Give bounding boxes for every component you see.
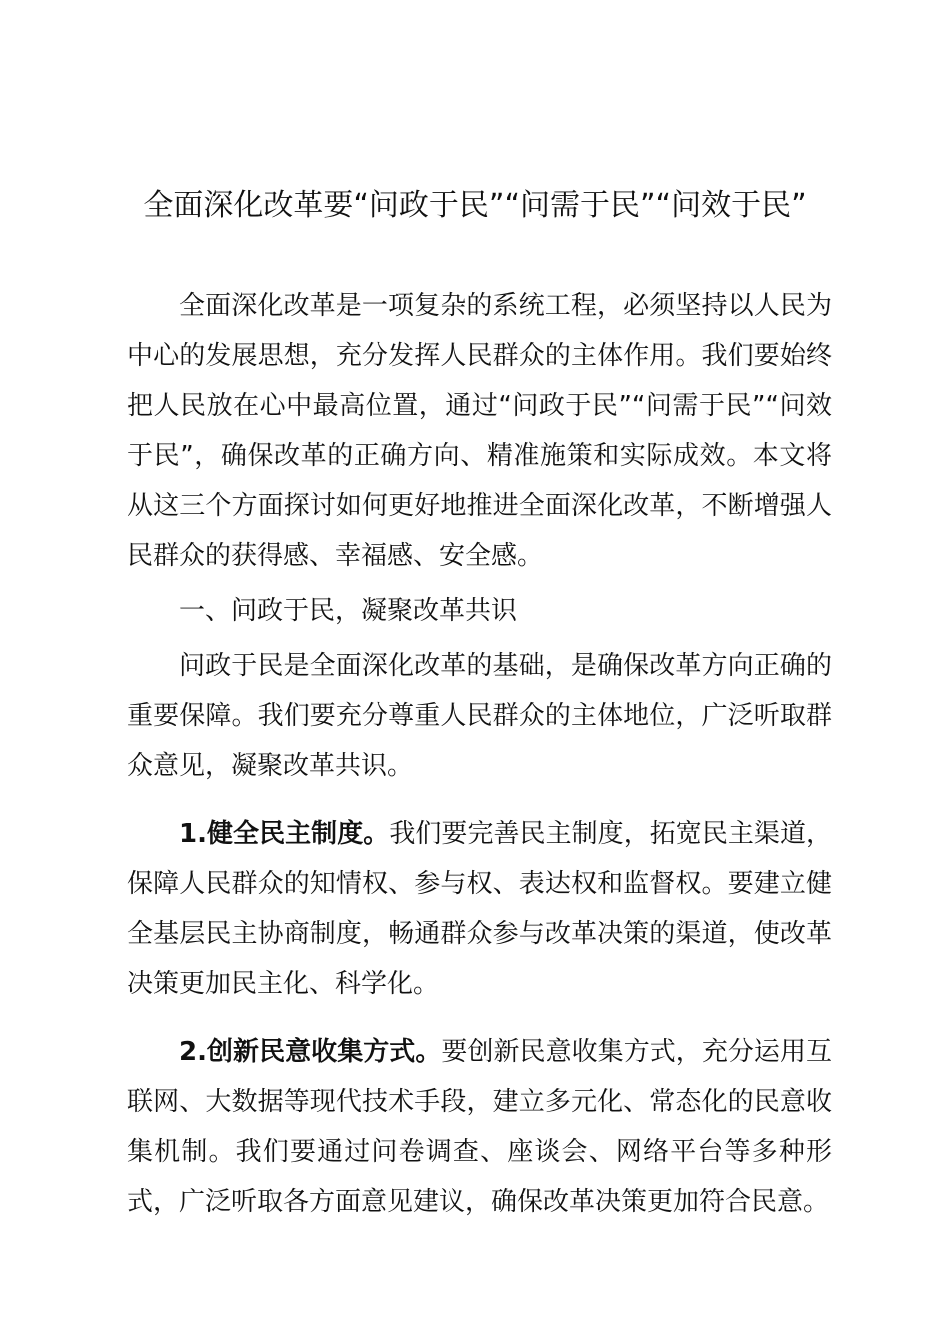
intro-paragraph: 全面深化改革是一项复杂的系统工程，必须坚持以人民为中心的发展思想，充分发挥人民群众的主体作用。我们要始终把人民放在心中最高位置，通过“问政于民”“问需于民”“问效于民”，确保改革的正确方向、精准施策和实际成效。本文将从这三个方面探讨如何更好地推进全面深化改革，不断增强人民群众的获得感、幸福感、安全感。 bbox=[127, 291, 832, 571]
point-title-2: 2.创新民意收集方式。 bbox=[179, 1037, 442, 1067]
point-body-2: 要创新民意收集方式，充分运用互联网、大数据等现代技术手段，建立多元化、常态化的民意收集机制。我们要通过问卷调查、座谈会、网络平台等多种形式，广泛听取各方面意见建议，确保改革决策更加符合民意。 bbox=[127, 1037, 832, 1217]
point-title-1: 1.健全民主制度。 bbox=[179, 819, 390, 849]
point-paragraph-2 bbox=[127, 1027, 832, 1227]
point-body-1: 我们要完善民主制度，拓宽民主渠道，保障人民群众的知情权、参与权、表达权和监督权。要建立健全基层民主协商制度，畅通群众参与改革决策的渠道，使改革决策更加民主化、科学化。 bbox=[127, 819, 832, 999]
document-body bbox=[127, 281, 832, 1227]
document-title: 全面深化改革要“问政于民”“问需于民”“问效于民” bbox=[143, 188, 807, 223]
point-paragraph-1 bbox=[127, 809, 832, 1009]
section-heading: 一、问政于民，凝聚改革共识 bbox=[179, 596, 518, 626]
section-lead-paragraph: 问政于民是全面深化改革的基础，是确保改革方向正确的重要保障。我们要充分尊重人民群众的主体地位，广泛听取群众意见，凝聚改革共识。 bbox=[127, 651, 832, 781]
